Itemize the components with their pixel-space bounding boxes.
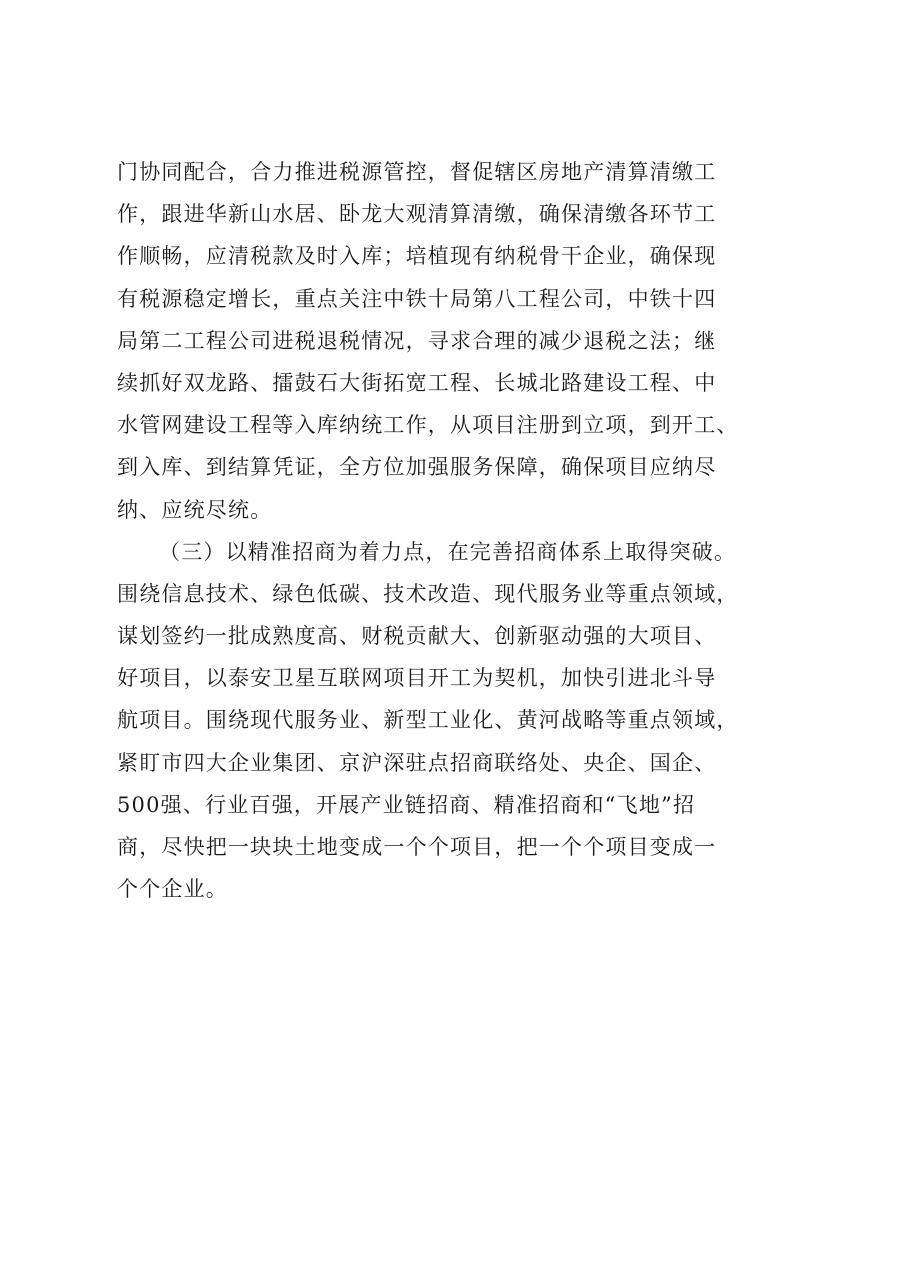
text-line: 500强、行业百强，开展产业链招商、精准招商和“飞地”招	[117, 792, 696, 817]
text-line: 纳、应统尽统。	[117, 497, 273, 522]
text-line: 有税源稳定增长，重点关注中铁十局第八工程公司，中铁十四	[117, 286, 717, 311]
text-line: 到入库、到结算凭证，全方位加强服务保障，确保项目应纳尽	[117, 455, 717, 480]
text-line: 水管网建设工程等入库纳统工作，从项目注册到立项，到开工、	[117, 413, 739, 438]
text-line: 局第二工程公司进税退税情况，寻求合理的减少退税之法；继	[117, 328, 717, 353]
text-line: 围绕信息技术、绿色低碳、技术改造、现代服务业等重点领域，	[117, 581, 739, 606]
text-line: 商，尽快把一块块土地变成一个个项目，把一个个项目变成一	[117, 835, 717, 859]
text-line: 紧盯市四大企业集团、京沪深驻点招商联络处、央企、国企、	[117, 750, 717, 775]
text-line: 作顺畅，应清税款及时入库；培植现有纳税骨干企业，确保现	[117, 244, 717, 269]
text-line: 作，跟进华新山水居、卧龙大观清算清缴，确保清缴各环节工	[117, 202, 717, 227]
text-line: 续抓好双龙路、擂鼓石大街拓宽工程、长城北路建设工程、中	[117, 370, 717, 395]
text-line: 谋划签约一批成熟度高、财税贡献大、创新驱动强的大项目、	[117, 624, 717, 649]
text-line: 航项目。围绕现代服务业、新型工业化、黄河战略等重点领域，	[117, 708, 739, 733]
text-line: 门协同配合，合力推进税源管控，督促辖区房地产清算清缴工	[117, 160, 717, 184]
text-line: 好项目，以泰安卫星互联网项目开工为契机，加快引进北斗导	[117, 666, 717, 691]
section-heading-line: （三）以精准招商为着力点，在完善招商体系上取得突破。	[159, 539, 737, 564]
text-line: 个个企业。	[117, 877, 228, 902]
body-text	[117, 151, 817, 910]
